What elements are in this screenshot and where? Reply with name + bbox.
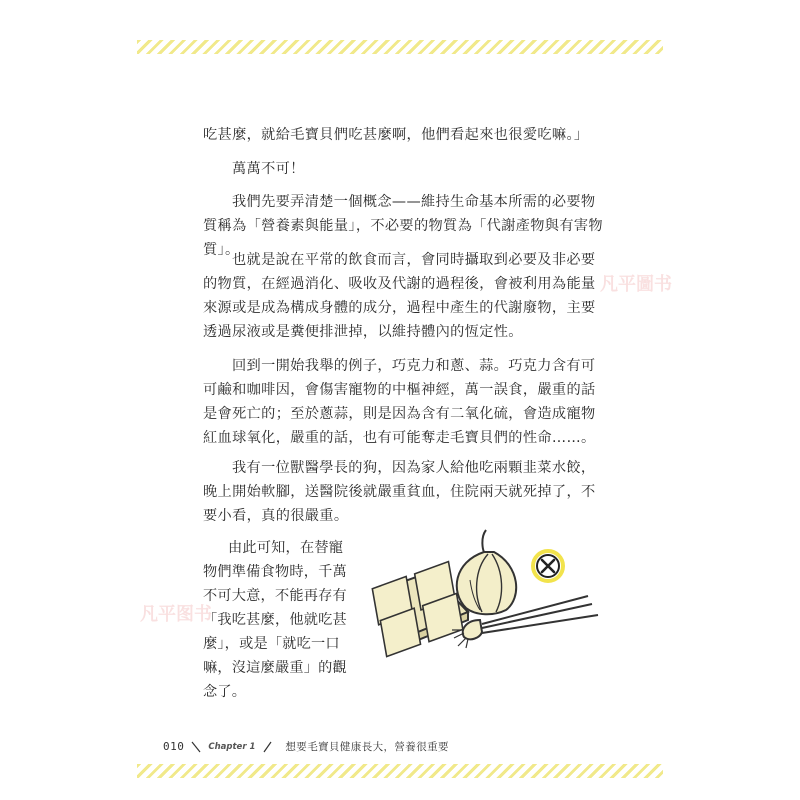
forbidden-foods-illustration (370, 520, 610, 690)
slash-divider-icon (261, 741, 273, 753)
paragraph-5: 回到一開始我舉的例子，巧克力和蔥、蒜。巧克力含有可可鹼和咖啡因，會傷害寵物的中樞神經，萬一誤食，嚴重的話是會死亡的；至於蔥蒜，則是因為含有二氧化硫，會造成寵物紅血球氧化，嚴重的話，也有可能奪走毛寶貝們的性命……。 (203, 358, 596, 446)
paragraph-3: 我們先要弄清楚一個概念——維持生命基本所需的必要物質稱為「營養素與能量」，不必要的物質為「代謝產物與有害物質」。 (203, 194, 603, 258)
bottom-decorative-band (137, 764, 663, 778)
paragraph-2: 萬萬不可！ (232, 161, 305, 177)
watermark: 凡平图书 (140, 604, 212, 625)
chapter-title: 想要毛寶貝健康長大，營養很重要 (285, 741, 449, 753)
watermark: 凡平圖书 (600, 274, 672, 295)
page-number: 010 (163, 740, 185, 753)
garlic-illustration (457, 530, 516, 614)
top-decorative-band (137, 40, 663, 54)
paragraph-4: 也就是說在平常的飲食而言，會同時攝取到必要及非必要的物質，在經過消化、吸收及代謝的過程後，會被利用為能量來源或是成為構成身體的成分，過程中產生的代謝廢物，主要透過尿液或是糞便排泄掉，以維持體內的恆定性。 (203, 252, 596, 340)
chapter-label: Chapter 1 (208, 741, 256, 752)
slash-divider-icon (190, 741, 202, 753)
forbidden-x-icon (533, 551, 563, 581)
paragraph-7: 由此可知，在替寵物們準備食物時，千萬不可大意，不能再存有「我吃甚麼，他就吃甚麼」，或是「就吃一口嘛，沒這麼嚴重」的觀念了。 (203, 540, 347, 700)
page-footer (163, 739, 449, 754)
paragraph-6: 我有一位獸醫學長的狗，因為家人給他吃兩顆韭菜水餃，晚上開始軟腳，送醫院後就嚴重貧血，住院兩天就死掉了，不要小看，真的很嚴重。 (203, 460, 596, 524)
paragraph-1: 吃甚麼，就給毛寶貝們吃甚麼啊，他們看起來也很愛吃嘛。」 (203, 127, 589, 143)
chocolate-illustration (372, 562, 468, 657)
